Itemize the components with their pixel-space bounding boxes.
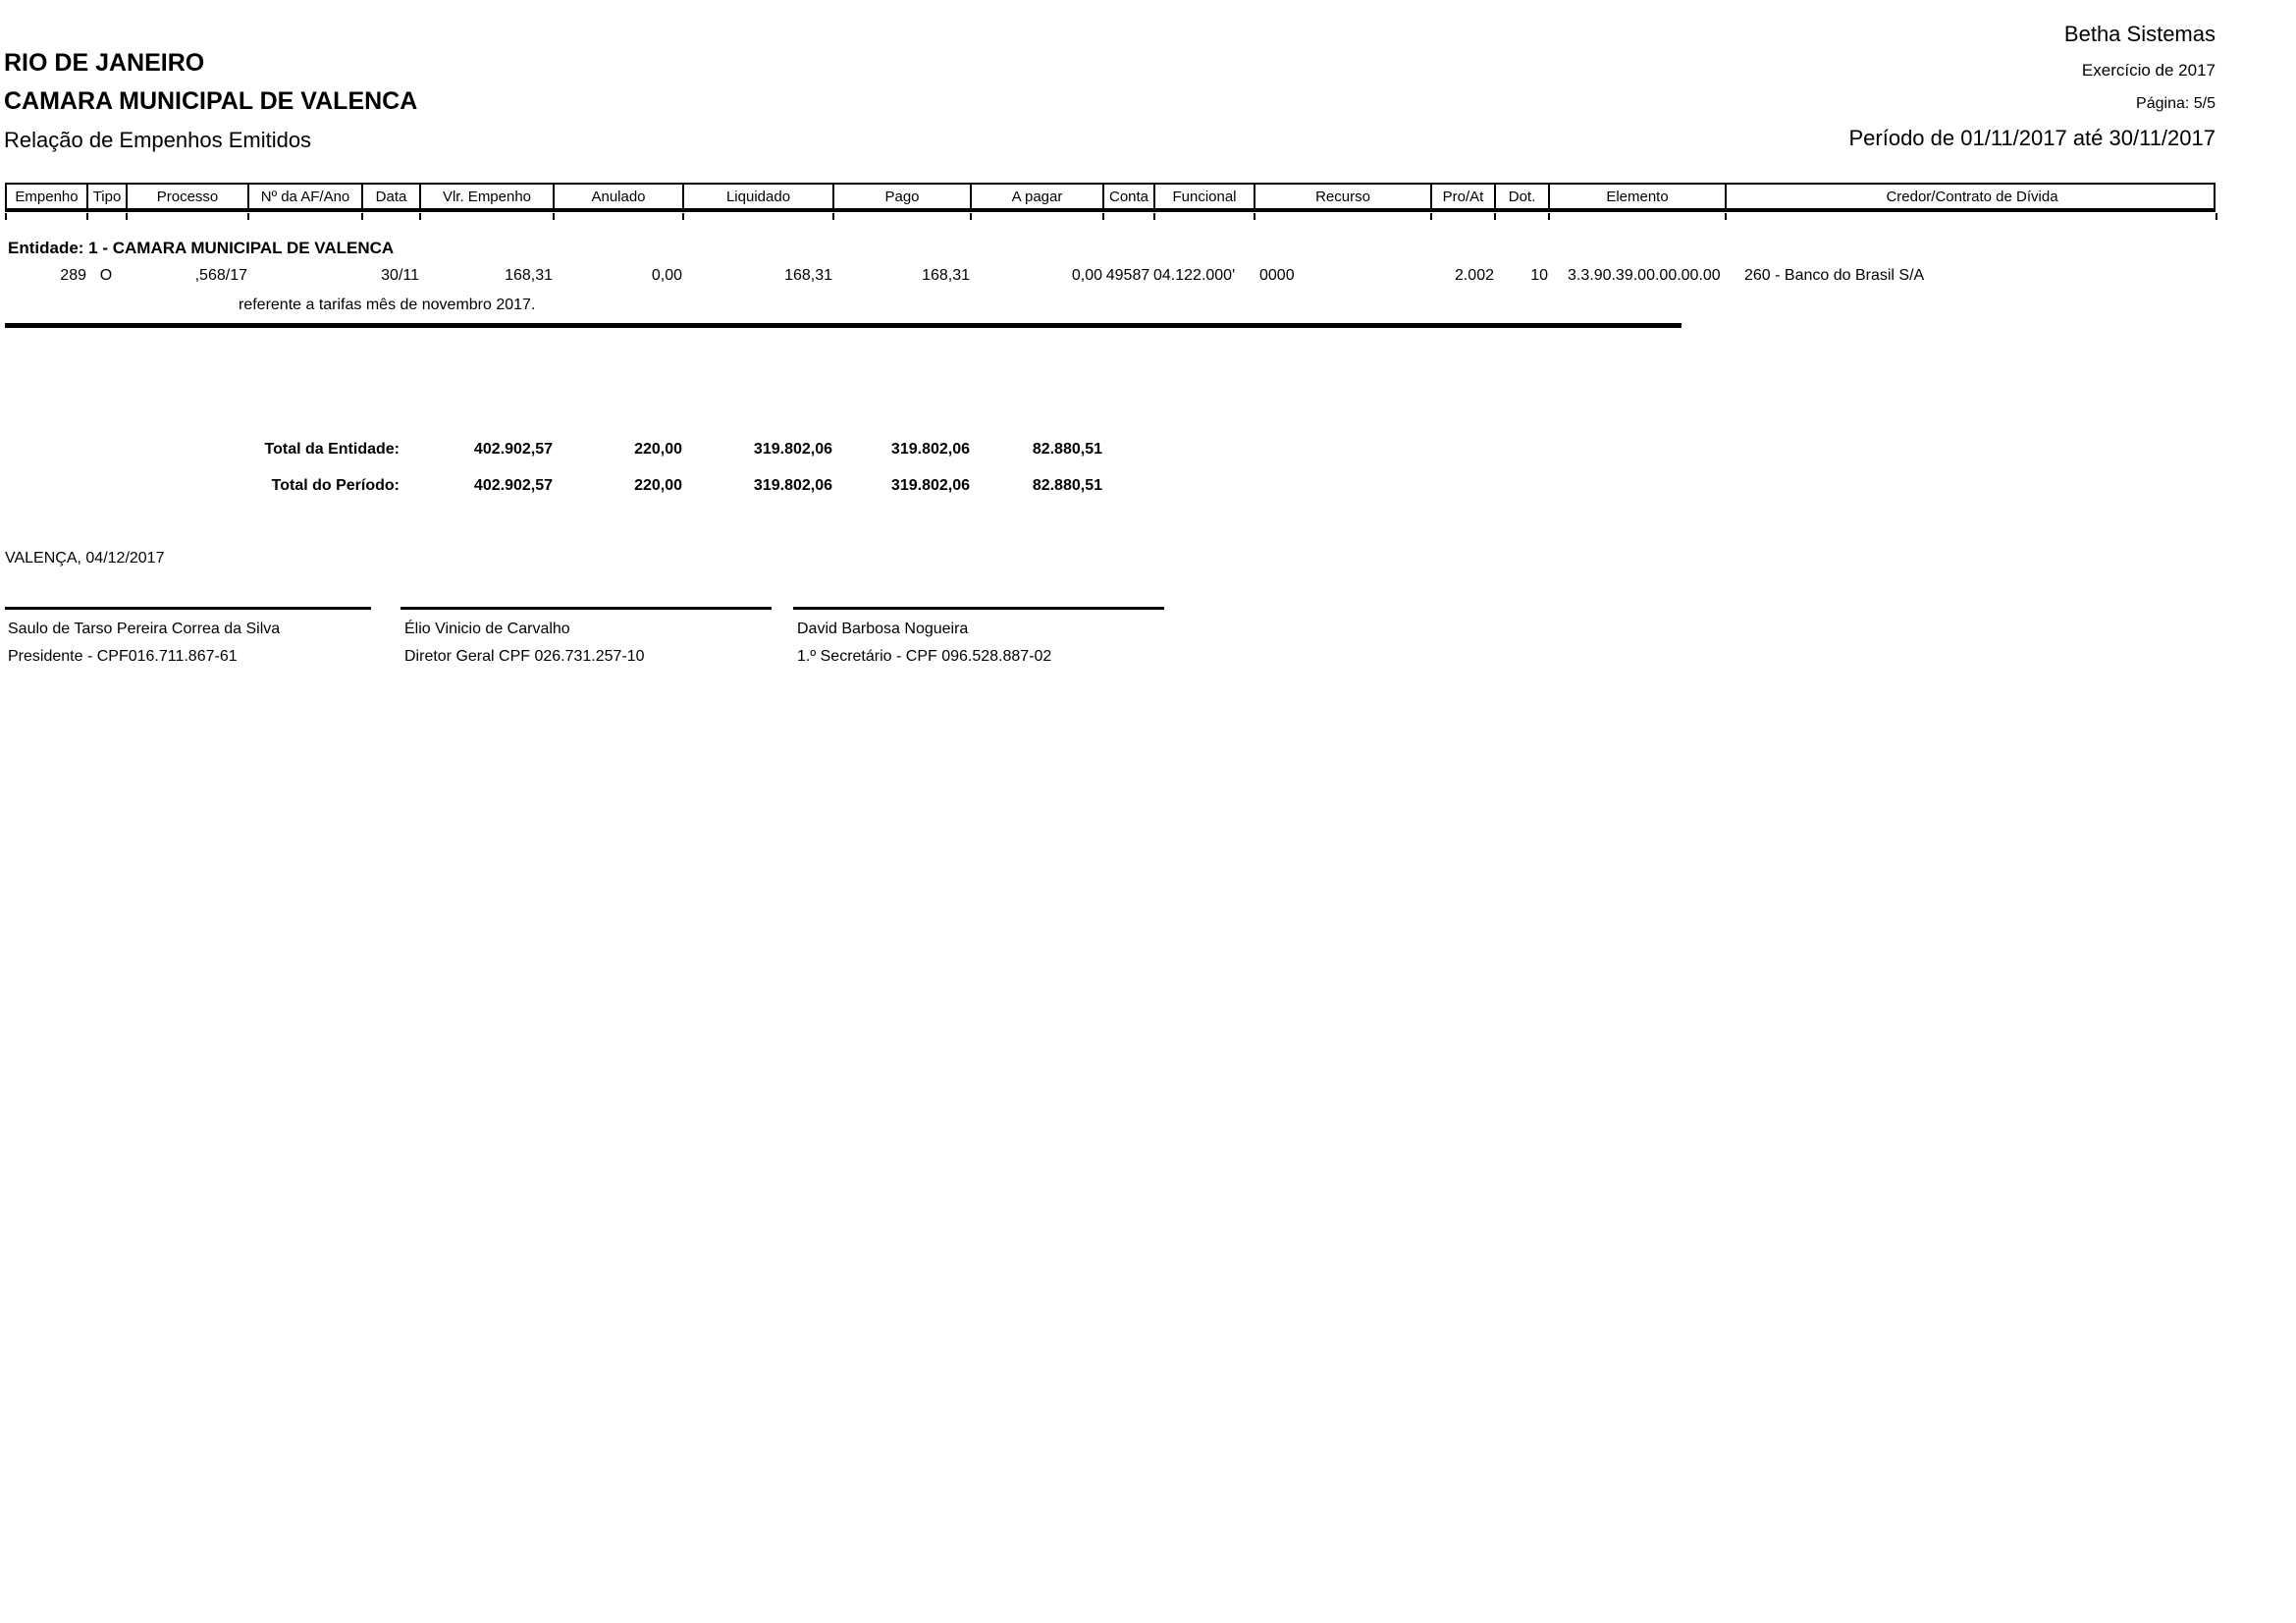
column-header-funcional: Funcional <box>1155 185 1255 208</box>
signature-line <box>5 607 371 610</box>
state-title: RIO DE JANEIRO <box>4 49 205 77</box>
signature-role-director: Diretor Geral CPF 026.731.257-10 <box>404 648 645 665</box>
cell-recurso: 0000 <box>1259 267 1295 284</box>
column-header-anulado: Anulado <box>555 185 684 208</box>
column-header-data: Data <box>363 185 421 208</box>
totals-period-anulado: 220,00 <box>634 477 682 494</box>
tick <box>1155 213 1255 220</box>
report-title: Relação de Empenhos Emitidos <box>4 128 312 152</box>
tick <box>128 213 249 220</box>
tick <box>88 213 128 220</box>
tick <box>363 213 421 220</box>
cell-vlr: 168,31 <box>505 267 553 284</box>
cell-funcional: 04.122.000' <box>1153 267 1236 284</box>
signature-name-director: Élio Vinicio de Carvalho <box>404 621 570 637</box>
cell-processo: ,568/17 <box>194 267 247 284</box>
column-header-empenho: Empenho <box>7 185 88 208</box>
totals-entity-a-pagar: 82.880,51 <box>1032 441 1102 458</box>
signature-role-president: Presidente - CPF016.711.867-61 <box>8 648 238 665</box>
totals-period-liquidado: 319.802,06 <box>753 477 832 494</box>
period-label: Período de 01/11/2017 até 30/11/2017 <box>1848 126 2216 150</box>
page-number: Página: 5/5 <box>2136 95 2216 112</box>
column-header-pro-at: Pro/At <box>1432 185 1496 208</box>
column-header-credor: Credor/Contrato de Dívida <box>1886 189 2058 205</box>
tick <box>421 213 555 220</box>
column-header-vlr: Vlr. Empenho <box>421 185 555 208</box>
column-header-af-ano: Nº da AF/Ano <box>249 185 363 208</box>
cell-dot: 10 <box>1530 267 1548 284</box>
table-row <box>5 267 2216 285</box>
row-description: referente a tarifas mês de novembro 2017. <box>239 297 536 313</box>
totals-period-pago: 319.802,06 <box>890 477 970 494</box>
tick <box>834 213 972 220</box>
signature-role-secretary: 1.º Secretário - CPF 096.528.887-02 <box>797 648 1052 665</box>
totals-period-vlr: 402.902,57 <box>473 477 553 494</box>
tick <box>7 213 88 220</box>
column-header-elemento: Elemento <box>1550 185 1727 208</box>
exercise-label: Exercício de 2017 <box>2081 61 2216 80</box>
tick <box>1432 213 1496 220</box>
column-header-a-pagar: A pagar <box>972 185 1104 208</box>
totals-entity-label: Total da Entidade: <box>264 441 400 458</box>
signature-name-president: Saulo de Tarso Pereira Correa da Silva <box>8 621 281 637</box>
cell-anulado: 0,00 <box>651 267 682 284</box>
signature-name-secretary: David Barbosa Nogueira <box>797 621 969 637</box>
cell-empenho: 289 <box>60 267 86 284</box>
column-header-processo: Processo <box>128 185 249 208</box>
tick <box>972 213 1104 220</box>
cell-elemento: 3.3.90.39.00.00.00.00 <box>1568 267 1721 284</box>
totals-period-row <box>5 477 1102 495</box>
cell-liquidado: 168,31 <box>784 267 832 284</box>
totals-entity-vlr: 402.902,57 <box>473 441 553 458</box>
tick <box>1255 213 1432 220</box>
cell-conta: 49587 <box>1105 267 1150 284</box>
column-header-dot: Dot. <box>1496 185 1550 208</box>
column-header-liquidado: Liquidado <box>684 185 834 208</box>
cell-a-pagar: 0,00 <box>1071 267 1102 284</box>
org-title: CAMARA MUNICIPAL DE VALENCA <box>4 87 418 115</box>
tick <box>1104 213 1155 220</box>
column-header-recurso: Recurso <box>1255 185 1432 208</box>
tick <box>1550 213 1727 220</box>
tick <box>684 213 834 220</box>
entity-header: Entidade: 1 - CAMARA MUNICIPAL DE VALENCA <box>8 239 395 257</box>
totals-entity-pago: 319.802,06 <box>890 441 970 458</box>
totals-period-label: Total do Período: <box>271 477 400 494</box>
tick <box>1727 213 2217 220</box>
signature-line <box>400 607 772 610</box>
vendor-name: Betha Sistemas <box>2063 22 2216 46</box>
column-header-tipo: Tipo <box>88 185 128 208</box>
totals-entity-anulado: 220,00 <box>634 441 682 458</box>
cell-af-ano <box>247 267 361 285</box>
cell-pago: 168,31 <box>922 267 970 284</box>
column-header-conta: Conta <box>1104 185 1155 208</box>
totals-entity-row <box>5 441 1102 459</box>
totals-entity-liquidado: 319.802,06 <box>753 441 832 458</box>
cell-credor: 260 - Banco do Brasil S/A <box>1744 267 1925 284</box>
signature-line <box>793 607 1164 610</box>
tick <box>1496 213 1550 220</box>
place-date: VALENÇA, 04/12/2017 <box>5 550 165 567</box>
table-header-row <box>5 183 2216 212</box>
cell-data: 30/11 <box>381 267 419 284</box>
tick <box>249 213 363 220</box>
column-header-pago: Pago <box>834 185 972 208</box>
totals-period-a-pagar: 82.880,51 <box>1032 477 1102 494</box>
cell-tipo: O <box>99 267 113 284</box>
column-ticks <box>5 213 2216 220</box>
cell-pro-at: 2.002 <box>1454 267 1494 284</box>
tick <box>555 213 684 220</box>
entity-divider-line <box>5 323 1682 328</box>
